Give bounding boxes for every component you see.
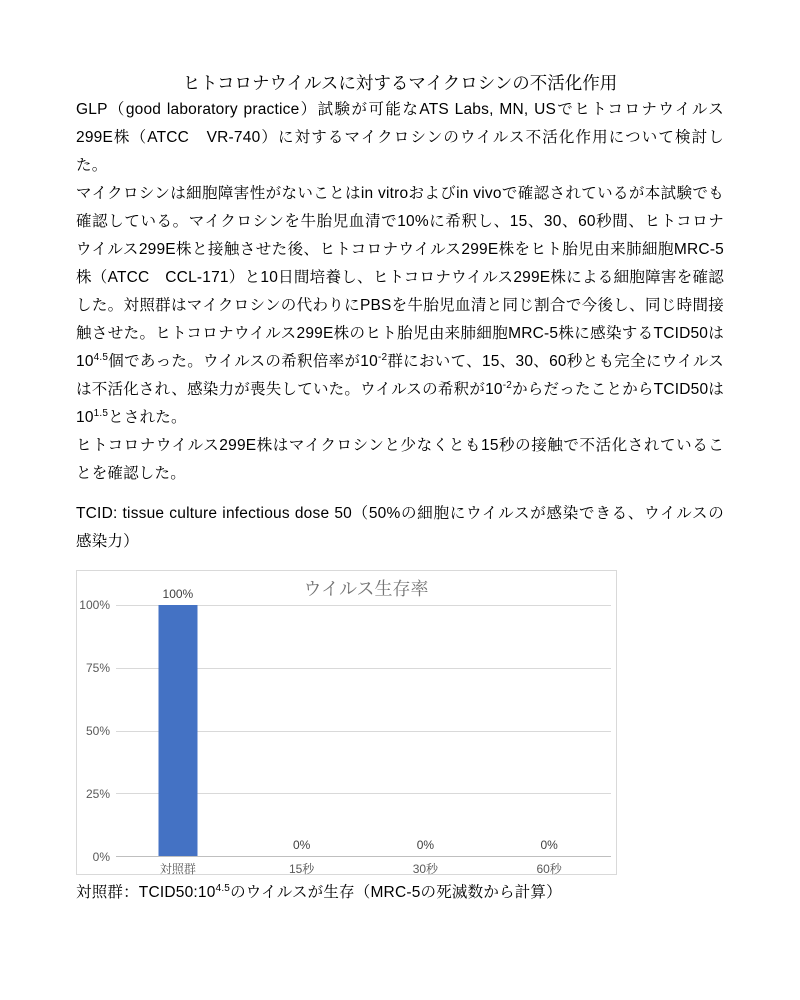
- y-axis-tick: 100%: [79, 598, 110, 612]
- chart-title: ウイルス生存率: [303, 579, 429, 599]
- paragraph-glp-intro: [76, 96, 724, 180]
- superscript-exponent: -2: [377, 351, 388, 363]
- caption-text: 対照群：TCID50:10: [76, 884, 216, 901]
- caption-text: のウイルスが生存（MRC-5の死滅数から計算）: [230, 884, 562, 901]
- y-axis-tick: 0%: [92, 850, 110, 864]
- x-axis-label: 15秒: [288, 862, 315, 876]
- bar-data-label: 0%: [292, 838, 311, 852]
- paragraph-text: ヒトコロナウイルス299E株はマイクロシンと少なくとも15秒の接触で不活化されていることを確認した。: [76, 437, 724, 482]
- x-axis-label: 30秒: [412, 862, 439, 876]
- chart-category-slot: [364, 605, 488, 856]
- paragraph-text: とされた。: [108, 409, 187, 426]
- bar-data-label: 0%: [540, 838, 558, 852]
- bar-data-label: 0%: [416, 838, 435, 852]
- paragraph-text: GLP（good laboratory practice）試験が可能なATS Labs, MN, USでヒトコロナウイルス299E株（ATCC VR-740）に対するマイクロシンのウイルス不活化作用について検討した。: [76, 101, 724, 174]
- chart-category-slot: [240, 605, 364, 856]
- paragraph-text: TCID: tissue culture infectious dose 50（50%の細胞にウイルスが感染できる、ウイルスの感染力）: [76, 505, 724, 550]
- chart-caption: [76, 879, 724, 907]
- paragraph-text: 個であった。ウイルスの希釈倍率が10: [108, 353, 378, 370]
- paragraph-conclusion: [76, 432, 724, 488]
- superscript-exponent: -2: [502, 379, 513, 391]
- paragraph-text: からだったことからTCID50は10: [76, 381, 725, 426]
- paragraph-tcid-note: [76, 500, 724, 556]
- chart-bar: [158, 605, 197, 856]
- x-axis-label: 対照群: [159, 862, 196, 876]
- page-title: ヒトコロナウイルスに対するマイクロシンの不活化作用: [182, 73, 618, 93]
- paragraph-text: 群において、15、30、60秒とも完全にウイルスは不活化され、感染力が喪失していた。ウイルスの希釈が10: [76, 353, 724, 398]
- superscript-exponent: 1.5: [93, 407, 109, 419]
- chart-x-axis: [116, 857, 611, 877]
- x-axis-label: 60秒: [536, 862, 562, 876]
- virus-survival-chart: [76, 570, 617, 875]
- y-axis-tick: 75%: [85, 661, 110, 675]
- paragraph-text: マイクロシンは細胞障害性がないことはin vitroおよびin vivoで確認されているが本試験でも確認している。マイクロシンを牛胎児血清で10%に希釈し、15、30、60秒間、ヒトコロナウイルス299E株と接触させた後、ヒトコロナウイルス299E株をヒト胎児由来肺細胞MRC-5株（ATCC CCL-171）と10日間培養し、ヒトコロナウイルス299E株による細胞障害を確認した。対照群はマイクロシンの代わりにPBSを牛胎児血清と同じ割合で今後し、同じ時間接触させた。ヒトコロナウイルス299E株のヒト胎児由来肺細胞MRC-5株に感染するTCID50は10: [76, 185, 724, 370]
- paragraph-method-results: [76, 180, 724, 432]
- bar-data-label: 100%: [162, 587, 194, 601]
- chart-category-slot: [487, 605, 611, 856]
- y-axis-tick: 25%: [85, 787, 110, 801]
- chart-category-slot: [116, 587, 240, 856]
- chart-y-axis: [77, 598, 116, 864]
- superscript-exponent: 4.5: [215, 882, 231, 894]
- superscript-exponent: 4.5: [93, 351, 109, 363]
- y-axis-tick: 50%: [85, 724, 110, 738]
